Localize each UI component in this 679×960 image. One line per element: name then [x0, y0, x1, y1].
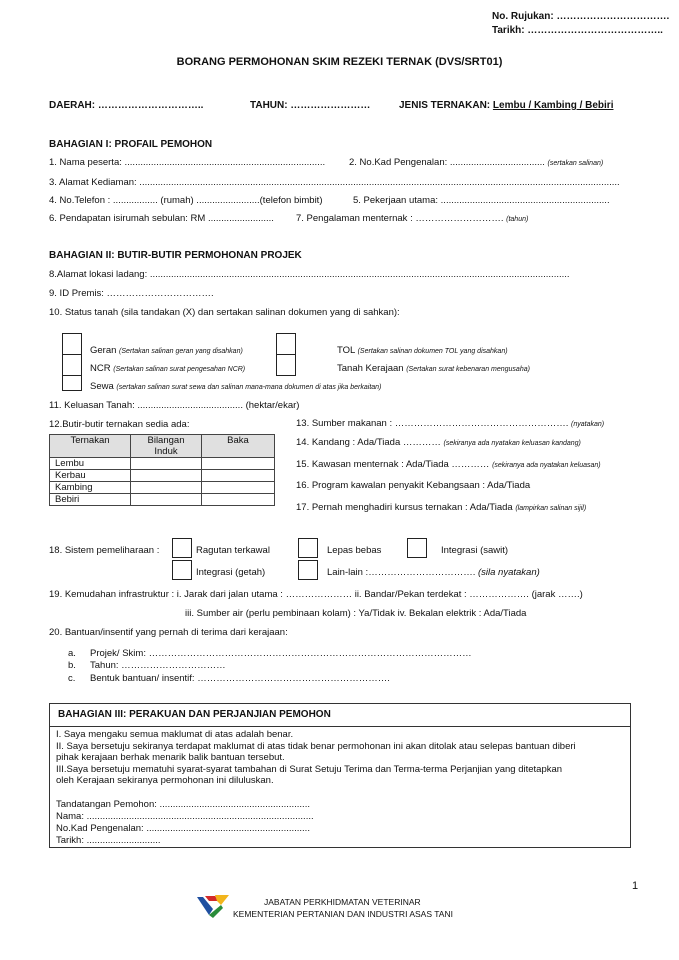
row-label: Kambing — [50, 482, 131, 494]
ncr-label: NCR — [90, 363, 111, 374]
tol-checkbox[interactable] — [276, 333, 296, 355]
ncr-note: (Sertakan salinan surat pengesahan NCR) — [113, 366, 246, 373]
q7-pengalaman — [296, 213, 528, 224]
q20-item-c-mark: c. — [68, 673, 76, 684]
section-3-title-bar — [50, 704, 630, 727]
declaration-line-4: III.Saya bersetuju mematuhi syarat-syarat tambahan di Surat Setuju Terima dan Terma-terma Perjanjian yang ditetapkan — [56, 764, 563, 775]
tanah-kerajaan-note: (Sertakan surat kebenaran mengusaha) — [406, 366, 530, 373]
header-bilangan-induk: Bilangan Induk — [131, 435, 202, 458]
baka-cell[interactable] — [202, 470, 275, 482]
integrasi-getah-label: Integrasi (getah) — [196, 567, 266, 578]
tol-note: (Sertakan salinan dokumen TOL yang disahkan) — [357, 348, 508, 355]
q5-pekerjaan: 5. Pekerjaan utama: ................................................................ — [353, 195, 610, 206]
q7-text: 7. Pengalaman menternak : ………………………. — [296, 213, 504, 224]
daerah-field: DAERAH: ………………………….. — [49, 100, 204, 111]
integrasi-sawit-label: Integrasi (sawit) — [441, 545, 509, 556]
q20-item-c: Bentuk bantuan/ insentif: ……………………………………………………. — [90, 673, 390, 684]
header-baka: Baka — [202, 435, 275, 458]
q15-text: 15. Kawasan menternak : Ada/Tiada ………… — [296, 459, 490, 470]
nama-field: Nama: ...................................................................................... — [56, 811, 314, 822]
sewa-label: Sewa — [90, 381, 114, 392]
jenis-ternakan-field — [399, 100, 613, 111]
q19-infrastruktur: 19. Kemudahan infrastruktur : i. Jarak dari jalan utama : ………………… ii. Bandar/Pekan terdekat : ………………. (jarak …….) — [49, 589, 583, 600]
q20-item-a-mark: a. — [68, 648, 76, 659]
q2-note: (sertakan salinan) — [547, 160, 604, 167]
section-2-title: BAHAGIAN II: BUTIR-BUTIR PERMOHONAN PROJEK — [49, 250, 302, 261]
footer-ministry: KEMENTERIAN PERTANIAN DAN INDUSTRI ASAS TANI — [233, 909, 453, 919]
q9-id-premis: 9. ID Premis: ……………………………. — [49, 288, 214, 299]
lain-lain-option — [327, 567, 540, 578]
section-3-box — [49, 703, 631, 848]
lain-lain-note: (sila nyatakan) — [477, 567, 540, 578]
row-label: Bebiri — [50, 494, 131, 506]
integrasi-getah-checkbox[interactable] — [172, 560, 192, 580]
q19-infrastruktur-cont: iii. Sumber air (perlu pembinaan kolam) : Ya/Tidak iv. Bekalan elektrik : Ada/Tiada — [185, 608, 527, 619]
q14-text: 14. Kandang : Ada/Tiada ………… — [296, 437, 441, 448]
table-row — [50, 470, 275, 482]
ncr-checkbox[interactable] — [62, 354, 82, 376]
q17-text: 17. Pernah menghadiri kursus ternakan : Ada/Tiada — [296, 502, 513, 513]
jenis-ternakan-value: Lembu / Kambing / Bebiri — [492, 100, 614, 111]
declaration-line-2: II. Saya bersetuju sekiranya terdapat maklumat di atas tidak benar permohonan ini akan ditolak atau selepas bantuan diberi — [56, 741, 576, 752]
lain-lain-label: Lain-lain :……………………………. — [327, 567, 476, 578]
sewa-note: (sertakan salinan surat sewa dan salinan mana-mana dokumen di atas jika berkaitan) — [116, 384, 382, 391]
q6-pendapatan: 6. Pendapatan isirumah sebulan: RM ......................... — [49, 213, 274, 224]
section-1-title: BAHAGIAN I: PROFAIL PEMOHON — [49, 139, 213, 150]
table-row — [50, 494, 275, 506]
bilangan-cell[interactable] — [131, 470, 202, 482]
bilangan-cell[interactable] — [131, 482, 202, 494]
q7-note: (tahun) — [506, 216, 529, 223]
q20-item-b-mark: b. — [68, 660, 76, 671]
q20-bantuan: 20. Bantuan/insentif yang pernah di terima dari kerajaan: — [49, 627, 288, 638]
q11-keluasan: 11. Keluasan Tanah: ........................................ (hektar/ekar) — [49, 400, 300, 411]
livestock-table — [49, 434, 275, 506]
table-row — [50, 482, 275, 494]
q2-text: 2. No.Kad Pengenalan: .................................... — [349, 157, 545, 168]
form-title: BORANG PERMOHONAN SKIM REZEKI TERNAK (DVS/SRT01) — [176, 56, 503, 68]
integrasi-sawit-checkbox[interactable] — [407, 538, 427, 558]
lain-lain-checkbox[interactable] — [298, 560, 318, 580]
reference-number-field: No. Rujukan: ……………………………. — [492, 11, 670, 22]
ncr-option — [90, 363, 245, 374]
jenis-ternakan-label: JENIS TERNAKAN: — [399, 100, 491, 111]
tarikh-field: Tarikh: ............................ — [56, 835, 161, 846]
q17-kursus — [296, 502, 586, 513]
date-field: Tarikh: ………………………………….. — [492, 25, 663, 36]
baka-cell[interactable] — [202, 494, 275, 506]
q17-note: (lampirkan salinan sijil) — [515, 505, 587, 512]
q14-kandang — [296, 437, 581, 448]
declaration-line-5: oleh Kerajaan sekiranya permohonan ini diluluskan. — [56, 775, 274, 786]
q3-alamat: 3. Alamat Kediaman: ...................................................................................................................................................................................... — [49, 177, 620, 188]
section-3-title: BAHAGIAN III: PERAKUAN DAN PERJANJIAN PEMOHON — [58, 709, 331, 720]
q14-note: (sekiranya ada nyatakan keluasan kandang) — [443, 440, 581, 447]
header-ternakan: Ternakan — [50, 435, 131, 458]
q8-lokasi-ladang: 8.Alamat lokasi ladang: ............................................................................................................................................................... — [49, 269, 570, 280]
geran-note: (Sertakan salinan geran yang disahkan) — [119, 348, 243, 355]
row-label: Lembu — [50, 458, 131, 470]
bilangan-cell[interactable] — [131, 494, 202, 506]
baka-cell[interactable] — [202, 482, 275, 494]
row-label: Kerbau — [50, 470, 131, 482]
table-header-row — [50, 435, 275, 458]
lepas-bebas-label: Lepas bebas — [327, 545, 382, 556]
tol-option — [337, 345, 508, 356]
tanah-kerajaan-option — [337, 363, 530, 374]
signature-field: Tandatangan Pemohon: ......................................................... — [56, 799, 310, 810]
ic-field: No.Kad Pengenalan: .............................................................. — [56, 823, 310, 834]
q18-sistem-pemeliharaan: 18. Sistem pemeliharaan : — [49, 545, 160, 556]
tahun-field: TAHUN: …………………… — [250, 100, 371, 111]
ragutan-terkawal-label: Ragutan terkawal — [196, 545, 270, 556]
q12-butir-ternakan: 12.Butir-butir ternakan sedia ada: — [49, 419, 190, 430]
q13-sumber-makanan — [296, 418, 604, 429]
lepas-bebas-checkbox[interactable] — [298, 538, 318, 558]
table-row — [50, 458, 275, 470]
baka-cell[interactable] — [202, 458, 275, 470]
geran-option — [90, 345, 243, 356]
veterinary-logo-icon — [195, 893, 231, 919]
sewa-option — [90, 381, 381, 392]
q2-ic-number — [349, 157, 603, 168]
bilangan-cell[interactable] — [131, 458, 202, 470]
q20-item-b: Tahun: …………………………… — [90, 660, 226, 671]
footer-department: JABATAN PERKHIDMATAN VETERINAR — [264, 897, 421, 907]
q20-item-a: Projek/ Skim: ………………………………………………………………………………………… — [90, 648, 472, 659]
q1-nama-peserta: 1. Nama peserta: ............................................................................ — [49, 157, 326, 168]
geran-checkbox[interactable] — [62, 333, 82, 355]
page-number: 1 — [632, 880, 639, 892]
ragutan-terkawal-checkbox[interactable] — [172, 538, 192, 558]
q13-text: 13. Sumber makanan : ………………………………………………. — [296, 418, 569, 429]
tanah-kerajaan-checkbox[interactable] — [276, 354, 296, 376]
tol-label: TOL — [337, 345, 355, 356]
q10-status-tanah: 10. Status tanah (sila tandakan (X) dan sertakan salinan dokumen yang di sahkan): — [49, 307, 400, 318]
q4-telefon: 4. No.Telefon : ................. (rumah) ........................(telefon bimbit) — [49, 195, 323, 206]
declaration-line-3: pihak kerajaan berhak menarik balik bantuan tersebut. — [56, 752, 285, 763]
q13-note: (nyatakan) — [571, 421, 605, 428]
geran-label: Geran — [90, 345, 117, 356]
sewa-checkbox[interactable] — [62, 375, 82, 391]
q15-kawasan — [296, 459, 601, 470]
declaration-line-1: I. Saya mengaku semua maklumat di atas adalah benar. — [56, 729, 294, 740]
q15-note: (sekiranya ada nyatakan keluasan) — [492, 462, 601, 469]
q16-program-kawalan: 16. Program kawalan penyakit Kebangsaan : Ada/Tiada — [296, 480, 531, 491]
tanah-kerajaan-label: Tanah Kerajaan — [337, 363, 404, 374]
